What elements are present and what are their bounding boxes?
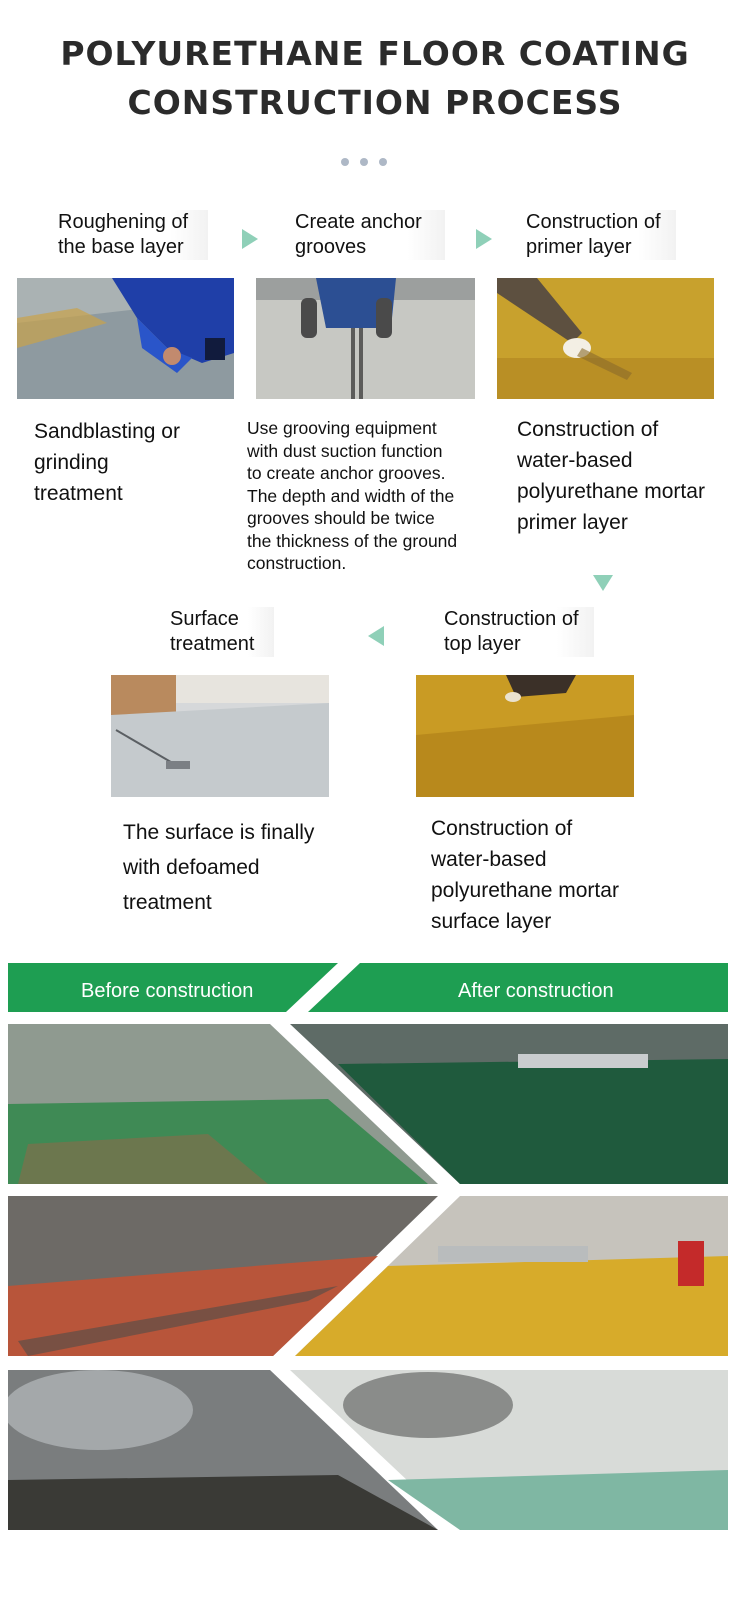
comparison-row-3 — [8, 1370, 728, 1530]
arrow-right-icon — [242, 229, 258, 249]
step-1-photo — [17, 278, 234, 399]
step-1-title: Roughening of the base layer — [58, 210, 208, 260]
step-3-title: Construction of primer layer — [526, 210, 676, 260]
step-2-description: Use grooving equipment with dust suction function to create anchor grooves. The depth and width of the grooves should be twice the thickness of the ground construction. — [247, 418, 458, 573]
shot-blasting-machine-icon — [17, 278, 234, 399]
trowel-yellow-floor-icon — [416, 675, 634, 797]
dirty-kettle-room-floor-vs-clean-green-kettle-room-floor-icon — [8, 1370, 728, 1530]
step-4-photo — [416, 675, 634, 797]
comparison-row-2 — [8, 1196, 728, 1356]
red-tile-kitchen-floor-vs-yellow-coated-kitchen-floor-icon — [8, 1196, 728, 1356]
arrow-left-icon — [368, 626, 384, 646]
step-1-description: Sandblasting or grinding treatment — [34, 420, 180, 505]
dot-icon — [379, 158, 387, 166]
step-4-description: Construction of water-based polyurethane mortar surface layer — [431, 817, 619, 933]
step-3-description: Construction of water-based polyurethane mortar primer layer — [517, 418, 705, 534]
page-title-line1: POLYURETHANE FLOOR COATING — [60, 34, 690, 73]
step-5-title: Surface treatment — [170, 607, 274, 657]
step-5-description: The surface is finally with defoamed treatment — [123, 821, 315, 914]
grooving-machine-icon — [256, 278, 475, 399]
comparison-row-1 — [8, 1024, 728, 1184]
arrow-down-icon — [593, 575, 613, 591]
after-construction-label: After construction — [458, 980, 614, 1002]
decorative-dots — [341, 158, 387, 166]
arrow-right-icon — [476, 229, 492, 249]
page-title-line2: CONSTRUCTION PROCESS — [127, 83, 623, 122]
dot-icon — [341, 158, 349, 166]
step-2-title: Create anchor grooves — [295, 210, 445, 260]
step-2-photo — [256, 278, 475, 399]
before-construction-label: Before construction — [81, 980, 254, 1002]
step-4-title: Construction of top layer — [444, 607, 594, 657]
step-3-photo — [497, 278, 714, 399]
defoaming-roller-icon — [111, 675, 329, 797]
step-5-photo — [111, 675, 329, 797]
primer-roller-icon — [497, 278, 714, 399]
dot-icon — [360, 158, 368, 166]
worn-green-floor-vs-glossy-green-floor-icon — [8, 1024, 728, 1184]
